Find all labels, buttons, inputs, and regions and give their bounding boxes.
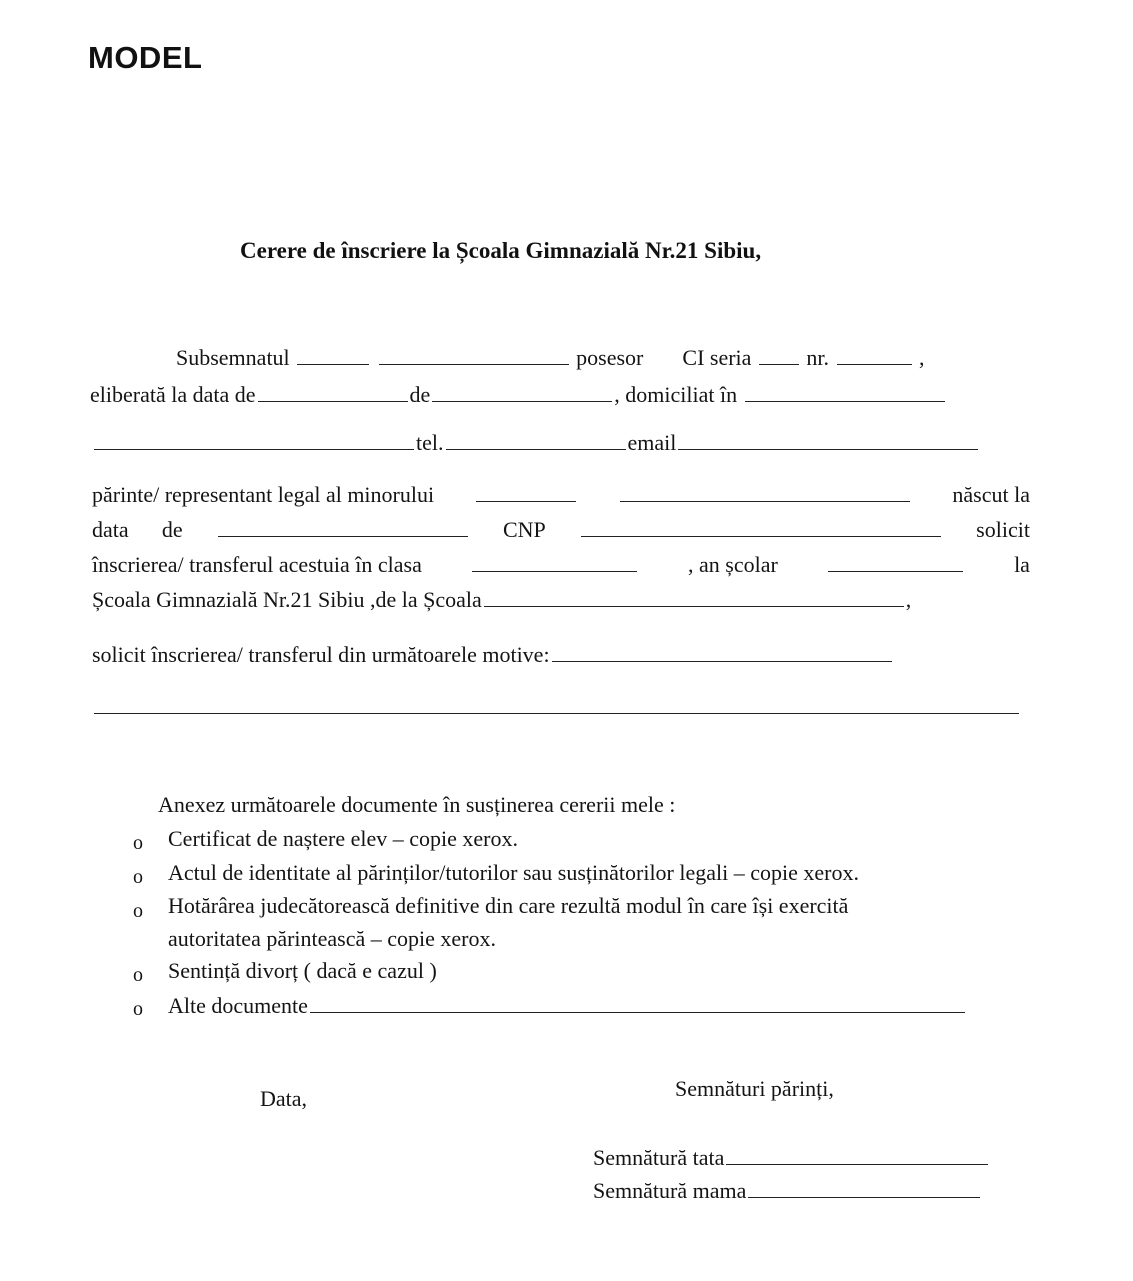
address-field[interactable] xyxy=(745,381,945,402)
solicit-label: solicit xyxy=(976,517,1030,542)
line7-comma: , xyxy=(905,587,912,612)
tel-field[interactable] xyxy=(446,429,626,450)
an-scolar-label: , an școlar xyxy=(688,552,778,577)
form-line-6 xyxy=(92,550,1030,580)
document-item-5 xyxy=(168,992,967,1019)
cnp-label: CNP xyxy=(502,517,546,542)
ci-number-field[interactable] xyxy=(837,344,912,365)
signatures-heading: Semnături părinți, xyxy=(675,1076,834,1101)
subsemnatul-label: Subsemnatul xyxy=(176,345,290,370)
eliberata-label: eliberată la data de xyxy=(90,382,256,407)
bullet-5: o xyxy=(133,998,143,1020)
form-line-2 xyxy=(90,380,947,410)
issue-date-field[interactable] xyxy=(258,381,408,402)
cnp-field[interactable] xyxy=(581,516,941,537)
model-label: MODEL xyxy=(88,40,203,75)
minor-name-field-1[interactable] xyxy=(476,481,576,502)
bullet-4: o xyxy=(133,964,143,986)
form-line-5 xyxy=(92,515,1030,545)
form-line-4 xyxy=(92,480,1030,510)
other-documents-field[interactable] xyxy=(310,992,965,1013)
document-item-1: Certificat de naștere elev – copie xerox. xyxy=(168,826,519,851)
de-label-2: de xyxy=(161,517,183,542)
ci-series-field[interactable] xyxy=(759,344,799,365)
other-documents-label: Alte documente xyxy=(168,993,308,1018)
form-line-3 xyxy=(92,428,980,458)
form-line-9 xyxy=(92,692,1021,722)
form-line-7 xyxy=(92,585,911,615)
school-year-field[interactable] xyxy=(828,551,963,572)
mother-signature-row xyxy=(593,1177,982,1204)
name-field-1[interactable] xyxy=(297,344,369,365)
scoala-label: Școala Gimnazială Nr.21 Sibiu ,de la Școala xyxy=(92,587,482,612)
bullet-2: o xyxy=(133,866,143,888)
email-field[interactable] xyxy=(678,429,978,450)
father-signature-row xyxy=(593,1144,990,1171)
bullet-3: o xyxy=(133,900,143,922)
nr-label: nr. xyxy=(806,345,830,370)
reasons-field[interactable] xyxy=(552,641,892,662)
father-signature-label: Semnătură tata xyxy=(593,1145,725,1170)
posesor-label: posesor xyxy=(576,345,644,370)
la-label: la xyxy=(1014,552,1030,577)
de-label: de xyxy=(409,382,431,407)
parinte-label: părinte/ representant legal al minorului xyxy=(92,482,435,507)
previous-school-field[interactable] xyxy=(484,586,904,607)
tel-label: tel. xyxy=(416,430,444,455)
ci-seria-label: CI seria xyxy=(682,345,752,370)
bullet-1: o xyxy=(133,832,143,854)
mother-signature-label: Semnătură mama xyxy=(593,1178,747,1203)
domiciliat-label: , domiciliat în xyxy=(614,382,738,407)
inscrierea-label: înscrierea/ transferul acestuia în clasa xyxy=(92,552,422,577)
form-line-8 xyxy=(92,640,894,670)
email-label: email xyxy=(627,430,677,455)
nascut-label: născut la xyxy=(952,482,1030,507)
father-signature-field[interactable] xyxy=(726,1144,988,1165)
mother-signature-field[interactable] xyxy=(748,1177,980,1198)
birth-date-field[interactable] xyxy=(218,516,468,537)
motive-label: solicit înscrierea/ transferul din următoarele motive: xyxy=(92,642,550,667)
address-field-2[interactable] xyxy=(94,429,414,450)
data-label: data xyxy=(92,517,129,542)
form-title: Cerere de înscriere la Școala Gimnazială Nr.21 Sibiu, xyxy=(240,238,762,263)
form-line-1 xyxy=(176,343,925,373)
document-item-3: Hotărârea judecătorească definitive din care rezultă modul în care își exercită xyxy=(168,893,849,918)
document-item-4: Sentință divorț ( dacă e cazul ) xyxy=(168,958,437,983)
line1-comma: , xyxy=(919,345,925,370)
documents-intro: Anexez următoarele documente în susținerea cererii mele : xyxy=(158,792,676,817)
date-label: Data, xyxy=(260,1086,308,1111)
document-item-3-continuation: autoritatea părintească – copie xerox. xyxy=(168,926,497,951)
reasons-field-2[interactable] xyxy=(94,693,1019,714)
minor-name-field-2[interactable] xyxy=(620,481,910,502)
class-field[interactable] xyxy=(472,551,637,572)
name-field-2[interactable] xyxy=(379,344,569,365)
issued-by-field[interactable] xyxy=(432,381,612,402)
document-item-2: Actul de identitate al părinților/tutorilor sau susținătorilor legali – copie xerox. xyxy=(168,860,859,885)
